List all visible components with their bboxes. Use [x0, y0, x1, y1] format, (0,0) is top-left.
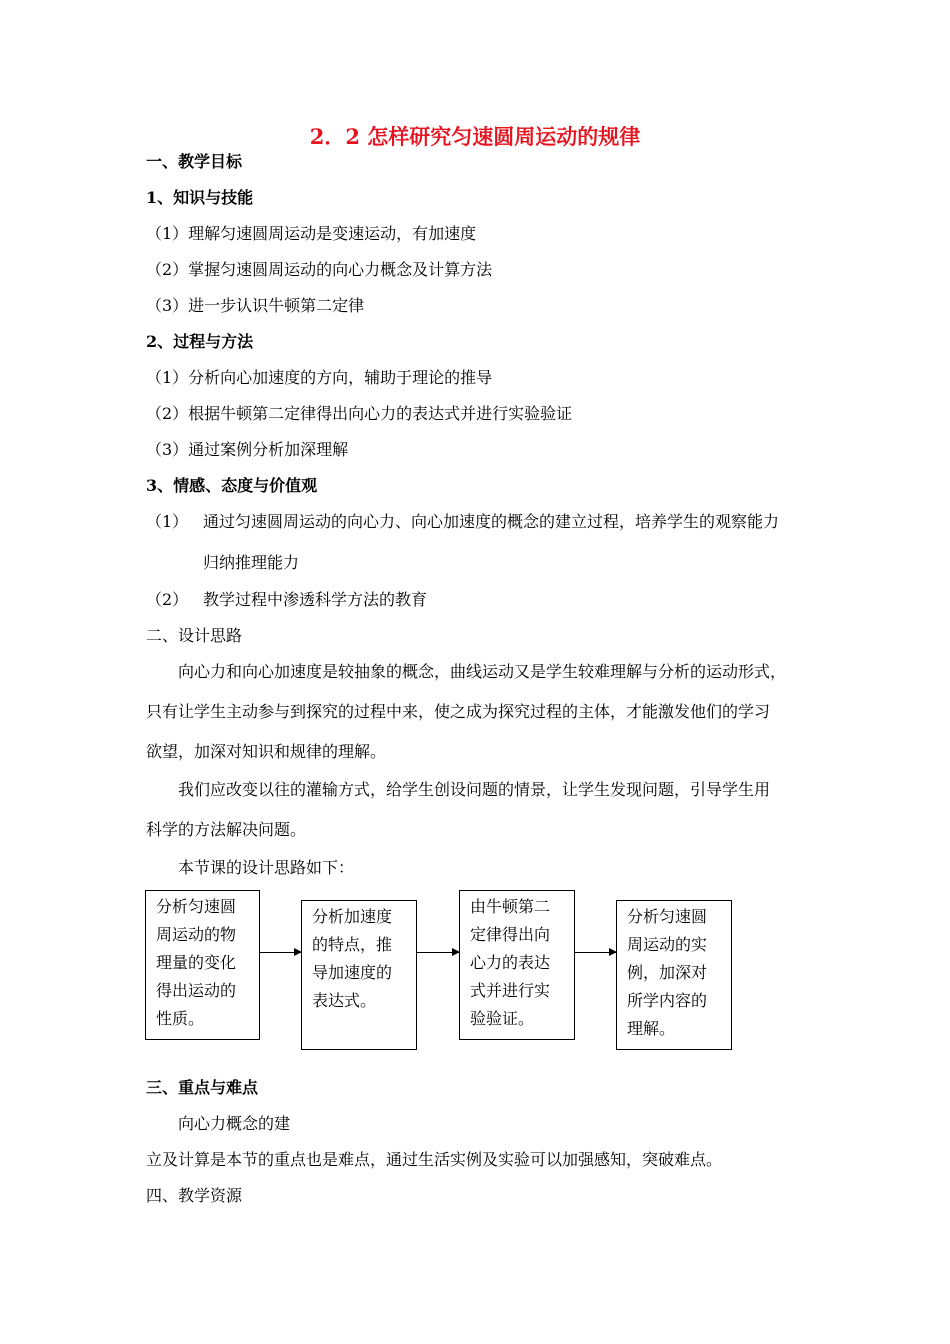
flow-step-1: 分析匀速圆周运动的物理量的变化得出运动的性质。	[145, 890, 260, 1040]
flow-step-3: 由牛顿第二定律得出向心力的表达式并进行实验验证。	[459, 890, 575, 1040]
list-item-text-continued: 归纳推理能力	[203, 553, 300, 572]
subheading-emotion-values: 3、情感、态度与价值观	[146, 476, 318, 495]
flow-arrow	[575, 952, 616, 953]
flow-step-4: 分析匀速圆周运动的实例，加深对所学内容的理解。	[616, 900, 732, 1050]
section-heading-resources: 四、教学资源	[146, 1186, 243, 1205]
list-item: （1）理解匀速圆周运动是变速运动，有加速度	[146, 224, 477, 243]
list-item: （3）通过案例分析加深理解	[146, 440, 349, 459]
section-heading-design: 二、设计思路	[146, 626, 243, 645]
subheading-process-methods: 2、过程与方法	[146, 332, 254, 351]
paragraph-line: 只有让学生主动参与到探究的过程中来，使之成为探究过程的主体，才能激发他们的学习	[146, 702, 771, 721]
list-item-text: 教学过程中渗透科学方法的教育	[203, 590, 428, 609]
section-heading-objectives: 一、教学目标	[146, 152, 243, 171]
paragraph-line: 向心力和向心加速度是较抽象的概念，曲线运动又是学生较难理解与分析的运动形式，	[178, 662, 787, 681]
paragraph-line: 本节课的设计思路如下：	[178, 858, 355, 877]
list-item: （1）分析向心加速度的方向，辅助于理论的推导	[146, 368, 493, 387]
flow-arrow	[417, 952, 459, 953]
paragraph-line: 立及计算是本节的重点也是难点，通过生活实例及实验可以加强感知，突破难点。	[146, 1150, 723, 1169]
list-item-number: （1）	[146, 512, 189, 531]
paragraph-line: 欲望，加深对知识和规律的理解。	[146, 742, 387, 761]
list-item-number: （2）	[146, 590, 189, 609]
subheading-knowledge-skills: 1、知识与技能	[146, 188, 254, 207]
paragraph-line: 科学的方法解决问题。	[146, 820, 307, 839]
document-title: 2．2 怎样研究匀速圆周运动的规律	[309, 124, 641, 149]
list-item-text: 通过匀速圆周运动的向心力、向心加速度的概念的建立过程，培养学生的观察能力	[203, 512, 780, 531]
paragraph-line: 向心力概念的建	[178, 1114, 291, 1133]
paragraph-line: 我们应改变以往的灌输方式，给学生创设问题的情景，让学生发现问题，引导学生用	[178, 780, 771, 799]
list-item: （2）掌握匀速圆周运动的向心力概念及计算方法	[146, 260, 493, 279]
flow-step-2: 分析加速度的特点，推导加速度的表达式。	[301, 900, 417, 1050]
list-item: （3）进一步认识牛顿第二定律	[146, 296, 365, 315]
section-heading-key-points: 三、重点与难点	[146, 1078, 259, 1097]
flow-arrow	[260, 952, 301, 953]
list-item: （2）根据牛顿第二定律得出向心力的表达式并进行实验验证	[146, 404, 573, 423]
